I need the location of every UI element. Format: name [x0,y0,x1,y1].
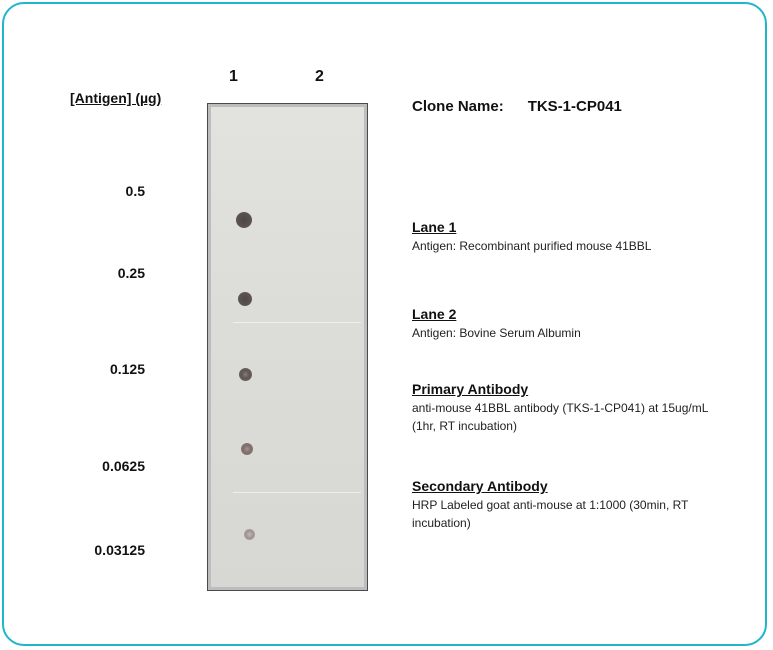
concentration-label: 0.125 [109,361,145,377]
lane2-heading: Lane 2 [412,306,457,322]
membrane-crease [233,322,361,323]
blot-dot-lane1-0.25 [238,292,252,306]
concentration-label: 0.25 [117,265,145,281]
concentration-label: 0.0625 [102,458,145,474]
clone-name [412,98,622,115]
primary-antibody-description: anti-mouse 41BBL antibody (TKS-1-CP041) at 15ug/mL (1hr, RT incubation) [412,401,708,433]
membrane-crease [233,492,361,493]
figure-frame [2,2,767,646]
blot-dot-lane1-0.03125 [244,529,255,540]
lane1-heading: Lane 1 [412,219,457,235]
membrane-surface [211,107,364,587]
concentration-label: 0.03125 [94,542,145,558]
lane-number-1: 1 [229,68,238,85]
lane2-description: Antigen: Bovine Serum Albumin [412,326,581,340]
blot-dot-lane1-0.125 [239,368,252,381]
lane-number-2: 2 [315,68,324,85]
secondary-antibody-heading: Secondary Antibody [412,478,548,494]
clone-name-value: TKS-1-CP041 [527,98,622,115]
secondary-antibody-description: HRP Labeled goat anti-mouse at 1:1000 (30min, RT incubation) [412,498,689,530]
concentration-label: 0.5 [125,183,145,199]
lane1-description: Antigen: Recombinant purified mouse 41BBL [412,239,652,253]
antigen-header: [Antigen] (µg) [70,90,162,106]
primary-antibody-heading: Primary Antibody [412,381,529,397]
dot-blot-membrane [207,103,368,591]
clone-name-label: Clone Name: [412,98,504,115]
blot-dot-lane1-0.0625 [241,443,253,455]
blot-dot-lane1-0.5 [236,212,252,228]
